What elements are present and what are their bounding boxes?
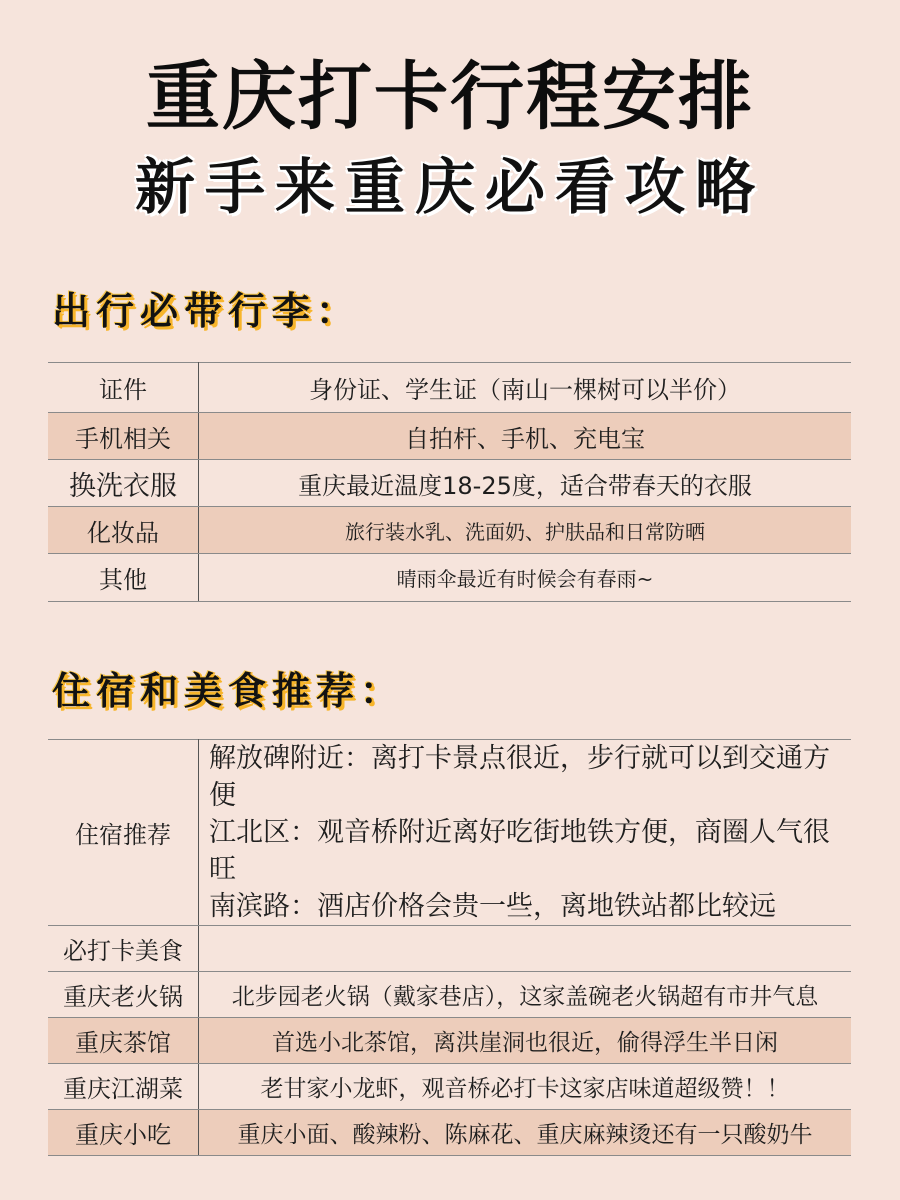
row-key: 化妆品 — [48, 507, 199, 554]
table-row — [48, 1018, 851, 1064]
row-value — [199, 926, 852, 972]
row-key: 其他 — [48, 554, 199, 602]
table-row — [48, 1064, 851, 1110]
table-row — [48, 972, 851, 1018]
table-row — [48, 507, 851, 554]
table-row — [48, 554, 851, 602]
row-key: 重庆茶馆 — [48, 1018, 199, 1064]
lodging-line: 解放碑附近：离打卡景点很近，步行就可以到交通方便 — [209, 743, 830, 811]
table-row — [48, 413, 851, 460]
page-title: 重庆打卡行程安排 — [146, 54, 754, 140]
row-key: 重庆老火锅 — [48, 972, 199, 1018]
lodging-key: 住宿推荐 — [48, 740, 199, 926]
row-value: 重庆最近温度18-25度，适合带春天的衣服 — [199, 460, 852, 507]
table-row — [48, 363, 851, 413]
packing-table — [48, 362, 851, 602]
food-header: 必打卡美食 — [48, 926, 199, 972]
row-value: 重庆小面、酸辣粉、陈麻花、重庆麻辣烫还有一只酸奶牛 — [199, 1110, 852, 1156]
row-value: 首选小北茶馆，离洪崖洞也很近，偷得浮生半日闲 — [199, 1018, 852, 1064]
lodging-value — [199, 740, 852, 926]
row-value: 老甘家小龙虾，观音桥必打卡这家店味道超级赞！！ — [199, 1064, 852, 1110]
row-value: 旅行装水乳、洗面奶、护肤品和日常防晒 — [199, 507, 852, 554]
table-row — [48, 740, 851, 926]
row-value: 北步园老火锅（戴家巷店），这家盖碗老火锅超有市井气息 — [199, 972, 852, 1018]
row-key: 证件 — [48, 363, 199, 413]
stay-food-table — [48, 739, 851, 1156]
lodging-line: 江北区：观音桥附近离好吃街地铁方便，商圈人气很旺 — [209, 817, 830, 885]
row-value: 晴雨伞最近有时候会有春雨~ — [199, 554, 852, 602]
row-key: 重庆小吃 — [48, 1110, 199, 1156]
packing-heading: 出行必带行李： — [52, 288, 361, 333]
row-value: 自拍杆、手机、充电宝 — [199, 413, 852, 460]
row-key: 换洗衣服 — [48, 460, 199, 507]
row-key: 重庆江湖菜 — [48, 1064, 199, 1110]
stay-food-heading: 住宿和美食推荐： — [52, 668, 405, 713]
row-value: 身份证、学生证（南山一棵树可以半价） — [199, 363, 852, 413]
lodging-line: 南滨路：酒店价格会贵一些，离地铁站都比较远 — [209, 891, 776, 922]
table-row — [48, 460, 851, 507]
row-key: 手机相关 — [48, 413, 199, 460]
table-row — [48, 1110, 851, 1156]
page-subtitle: 新手来重庆必看攻略 — [135, 153, 765, 223]
table-row — [48, 926, 851, 972]
